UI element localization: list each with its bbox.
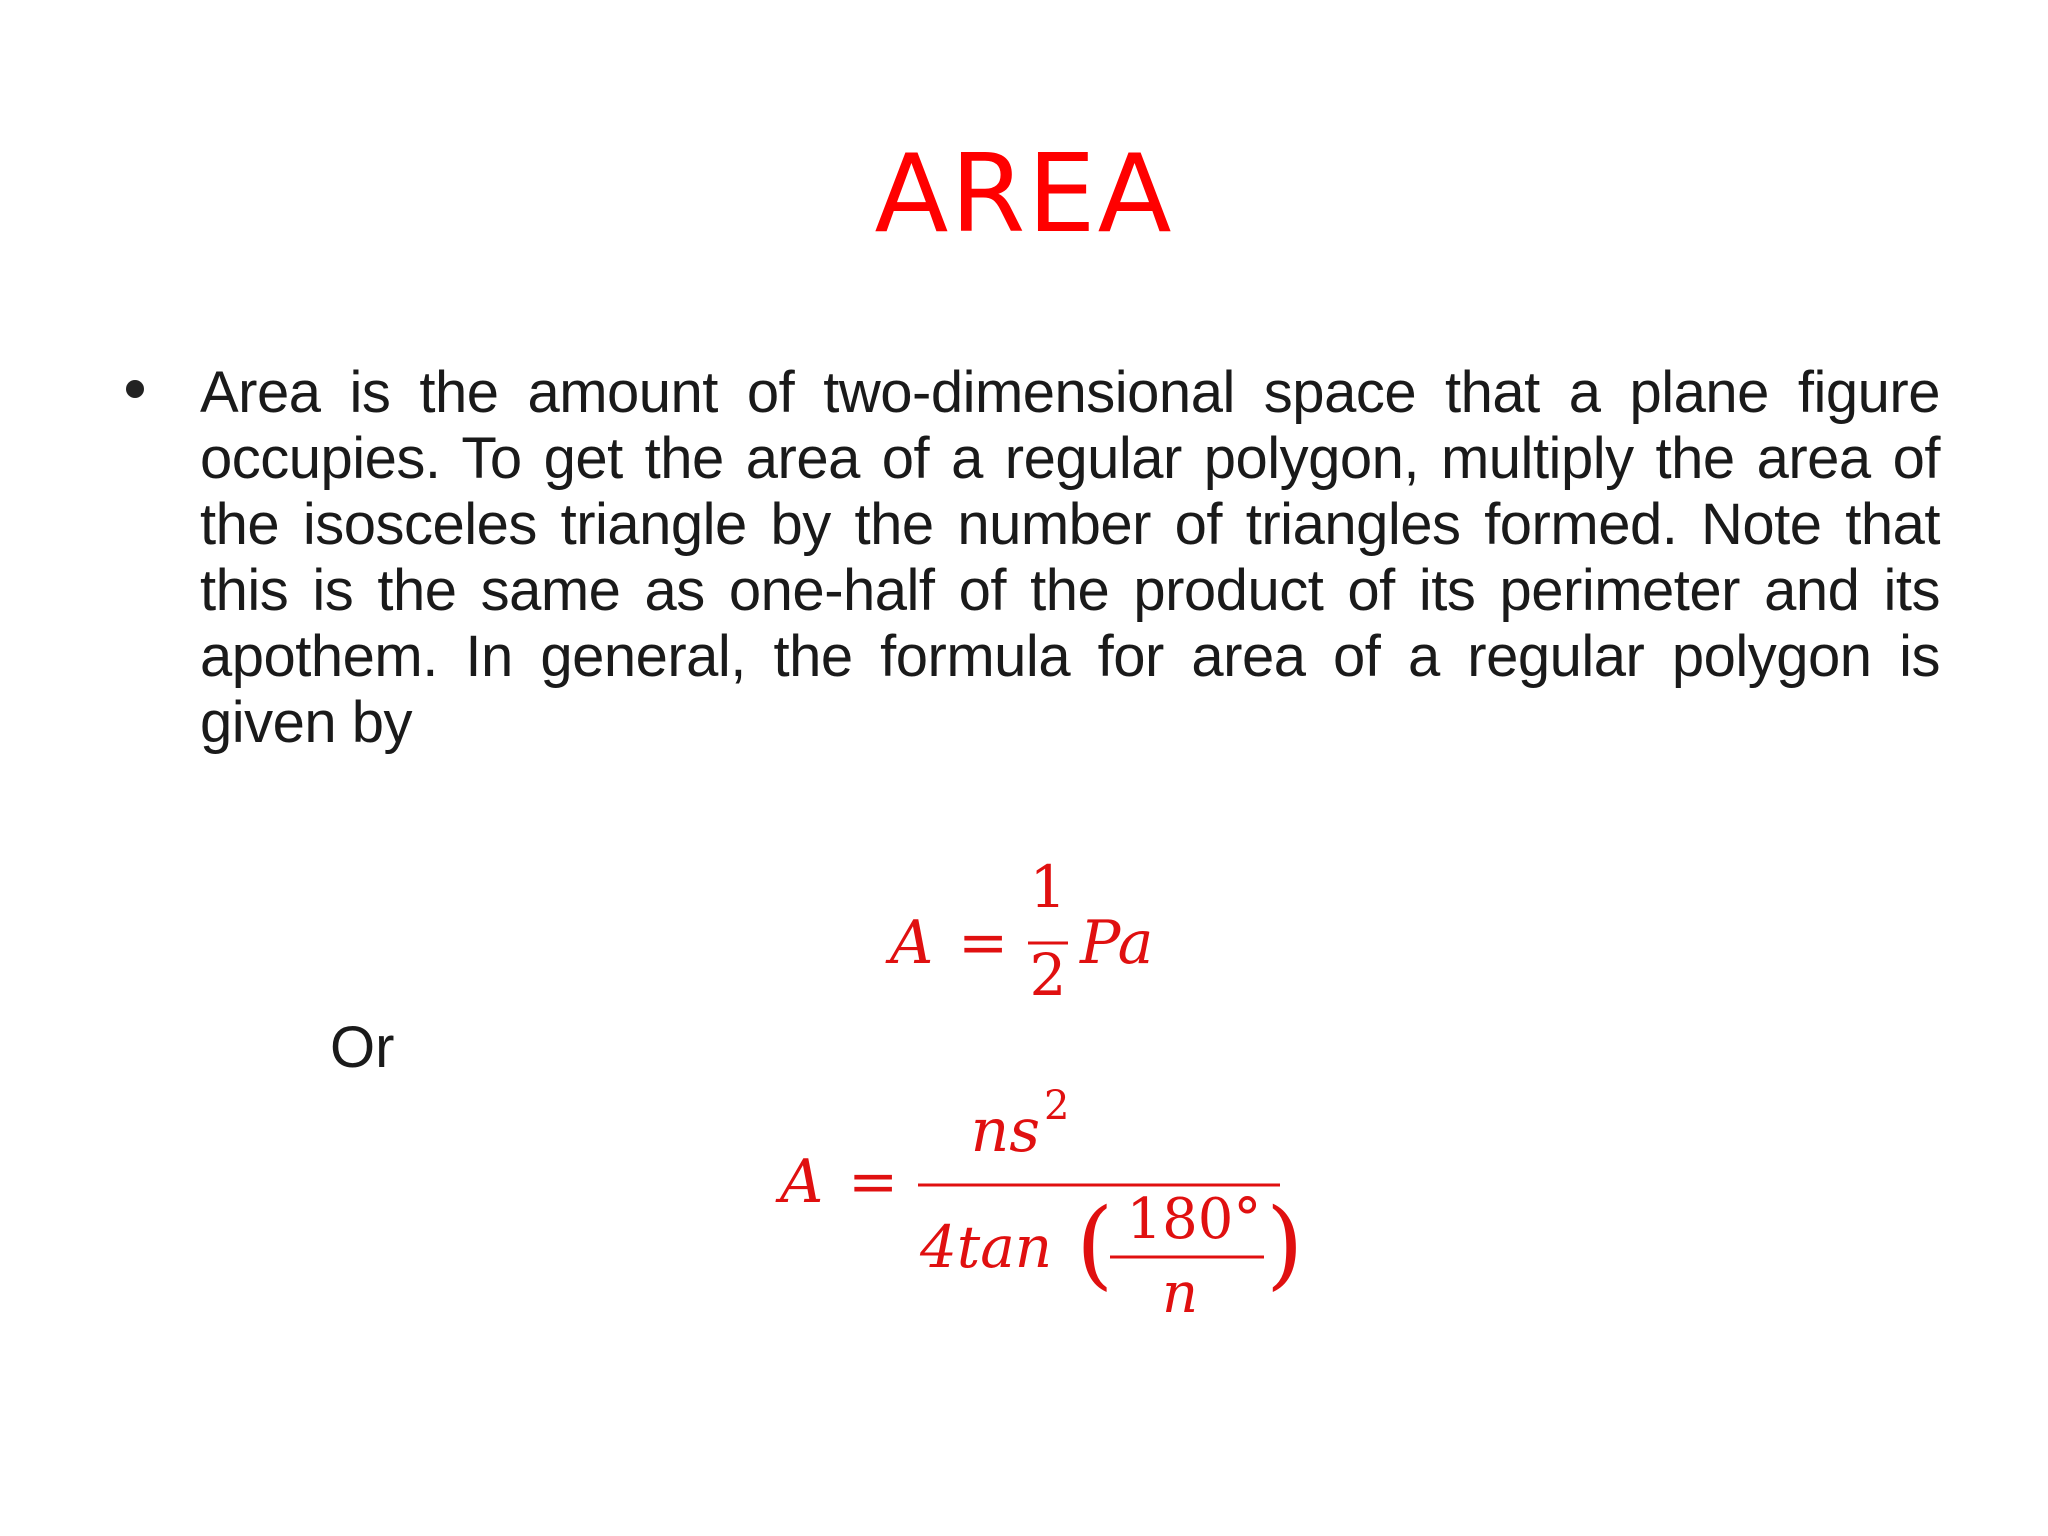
formula2-paren-open: ( [1076, 1188, 1114, 1300]
formula2-equals: = [848, 1147, 899, 1217]
formula-perimeter-apothem [880, 845, 1220, 1020]
slide-title: AREA [874, 132, 1174, 257]
bullet-item [118, 360, 1948, 780]
formula2-paren-close: ) [1266, 1188, 1304, 1300]
formula2-inner-denominator: n [1161, 1261, 1199, 1326]
formula1-equals: = [958, 908, 1009, 978]
formula2-inner-numerator: 180° [1126, 1187, 1262, 1252]
formula2-numerator-base: ns [970, 1096, 1040, 1166]
formula2-lhs: A [780, 1147, 824, 1217]
formula-side-count [770, 1085, 1310, 1335]
formula1-numerator: 1 [1029, 853, 1067, 921]
formula1-lhs: A [890, 908, 934, 978]
formula1-denominator: 2 [1029, 941, 1067, 1009]
bullet-text: Area is the amount of two-dimensional space that a plane figure occupies. To get the area of a regular polygon, multiply the area of the isosceles triangle by the number of triangles formed. Note that this is the same as one-half of the product of its perimeter and its apothem. In general, the formula for area of a regular polygon is given by [200, 360, 1940, 755]
formula2-numerator-exponent: 2 [1044, 1083, 1070, 1129]
or-label: Or [330, 1015, 395, 1080]
formula1-rhs: Pa [1080, 908, 1154, 978]
bullet-dot-icon [126, 380, 144, 398]
formula2-denominator-coef: 4tan [920, 1213, 1053, 1281]
